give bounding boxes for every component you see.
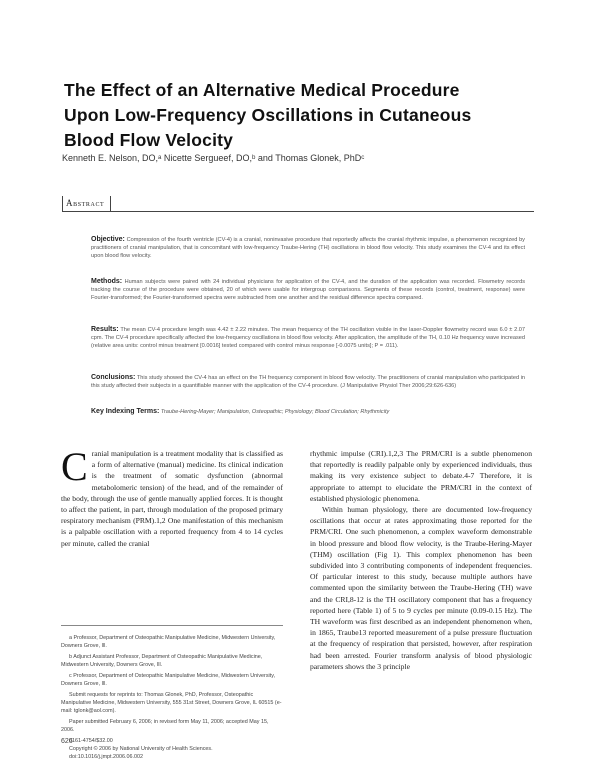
- keywords-heading: Key Indexing Terms:: [91, 408, 160, 415]
- footnote: 0161-4754/$32.00: [69, 738, 113, 744]
- article-title: [64, 78, 544, 153]
- footnote-divider: [61, 625, 283, 626]
- objective-heading: Objective:: [91, 236, 125, 243]
- footnote: Paper submitted February 6, 2006; in revised form May 11, 2006; accepted May 15, 2006.: [61, 719, 269, 733]
- drop-cap: C: [61, 444, 88, 489]
- footnote: Copyright © 2006 by National University of Health Sciences.: [69, 746, 213, 752]
- abstract-heading: Abstract: [66, 198, 105, 208]
- abstract-frame-left: [62, 196, 63, 212]
- title-line-2: Upon Low-Frequency Oscillations in Cutaneous: [64, 105, 472, 125]
- abstract-results: [91, 326, 525, 350]
- intro-text: ranial manipulation is a treatment modality that is classified as a form of alternative (manual) medicine. Its clinical indication is the treatment of somatic dysfunction (abnormal metabolomeric tension) of the head, and of the remainder of the body, through the use of gentle manually applied forces. It is thought to affect the patient, in part, through modulation of the proposed primary respiratory mechanism (PRM).1,2 One manifestation of this mechanism is a palpable oscillation with a reported frequency from 4 to 14 cycles per minute, called the cranial: [61, 449, 283, 548]
- methods-text: Human subjects were paired with 24 individual physicians for application of the CV-4, and the duration of the application was recorded. Flowmetry records tracking the course of the procedure were obtained, 20 of which were usable for intergroup comparisons. Segments of these records (control, treatment, response) were Fourier-transformed; the Fourier-transformed spectra were subtracted from one another and the residual difference spectra compared.: [91, 279, 526, 301]
- results-text: The mean CV-4 procedure length was 4.42 ± 2.22 minutes. The mean frequency of the TH oscillation visible in the laser-Doppler flowmetry record was 6.0 ± 2.07 cpm. The CV-4 procedure specifically affected the low-frequency oscillations in blood flow velocity. After application, the amplitude of the TH, 0.10 Hz frequency wave increased (relative area units: control minus treatment [0.0016] tested compared with control minus response [-0.0075 units]; P = .011).: [91, 327, 526, 349]
- title-line-3: Blood Flow Velocity: [64, 130, 234, 150]
- objective-text: Compression of the fourth ventricle (CV-4) is a cranial, noninvasive procedure that reportedly affects the cranial rhythmic impulse, a phenomenon recognized by practitioners of cranial manipulation, that is concomitant with low-frequency Traube-Hering (TH) oscillations in blood flow velocity. This study examines the CV-4 and its effect upon blood flow velocity.: [91, 237, 525, 259]
- abstract-frame-tick: [110, 196, 111, 212]
- right-paragraph-1: rhythmic impulse (CRI).1,2,3 The PRM/CRI is a subtle phenomenon that reportedly is readily palpable only by experienced individuals, thus making its very existence subject to debate.4-7 Therefore, it is appropriate to attempt to elucidate the PRM/CRI in the context of established physiologic phenomena.: [310, 449, 532, 503]
- footnote: a Professor, Department of Osteopathic Manipulative Medicine, Midwestern University, Downers Grove, Ill.: [61, 635, 276, 649]
- abstract-conclusions: [91, 374, 525, 390]
- methods-heading: Methods:: [91, 278, 123, 285]
- abstract-objective: [91, 236, 525, 260]
- footnote: b Adjunct Assistant Professor, Department of Osteopathic Manipulative Medicine, Midwestern University, Downers Grove, Ill.: [61, 654, 263, 668]
- footnote: doi:10.1016/j.jmpt.2006.06.002: [69, 754, 144, 760]
- keywords-text: Traube-Hering-Mayer; Manipulation, Osteopathic; Physiology; Blood Circulation; Rhythmicity: [160, 409, 390, 415]
- intro-paragraph: [61, 444, 283, 549]
- conclusions-text: This study showed the CV-4 has an effect on the TH frequency component in blood flow velocity. The practitioners of cranial manipulation who participated in this study affected their subjects in a quantifiable manner with the application of the CV-4 procedure. (J Manipulative Physiol Ther 2006;29:626-636): [91, 375, 526, 389]
- abstract-methods: [91, 278, 525, 302]
- footnote: Submit requests for reprints to: Thomas Glonek, PhD, Professor, Osteopathic Manipulative Medicine, Midwestern University, 555 31st Street, Downers Grove, IL 60515 (e-mail: tglonk@aol.com).: [61, 692, 282, 714]
- abstract-keywords: [91, 408, 525, 416]
- right-paragraph-2: Within human physiology, there are documented low-frequency oscillations that occur at rates approximating those reported for the PRM/CRI. One such phenomenon, a complex waveform demonstrable in blood pressure and blood flow velocity, is the Traube-Hering-Mayer (THM) oscillation (Fig 1). This complex phenomenon has been subdivided into 3 contributing components of independent frequencies. Of particular interest to this study, because multiple authors have commented upon the similarity between the Traube-Hering (TH) wave and the CRI,8-12 is the TH oscillatory component that has a frequency reported here (Table 1) of 5 to 9 cycles per minute (0.09-0.15 Hz). The TH waveform was first described as an independent phenomenon when, in 1865, Traube13 reported measurement of a pulse pressure fluctuation at the frequency of respiration that persisted, however, after respiration had been arrested. Fourier transform analysis of blood physiologic parameters shows the 3 principle: [310, 505, 532, 671]
- body-column-left: [61, 444, 283, 549]
- page-number: 626: [61, 738, 73, 745]
- abstract-frame-top: [62, 211, 534, 212]
- footnotes: [61, 634, 283, 764]
- footnote: c Professor, Department of Osteopathic Manipulative Medicine, Midwestern University, Downers Grove, Ill.: [61, 673, 276, 687]
- title-line-1: The Effect of an Alternative Medical Procedure: [64, 80, 460, 100]
- author-line: Kenneth E. Nelson, DO,ᵃ Nicette Sergueef, DO,ᵇ and Thomas Glonek, PhDᶜ: [62, 153, 365, 163]
- results-heading: Results:: [91, 326, 119, 333]
- body-column-right: [310, 448, 532, 672]
- conclusions-heading: Conclusions:: [91, 374, 136, 381]
